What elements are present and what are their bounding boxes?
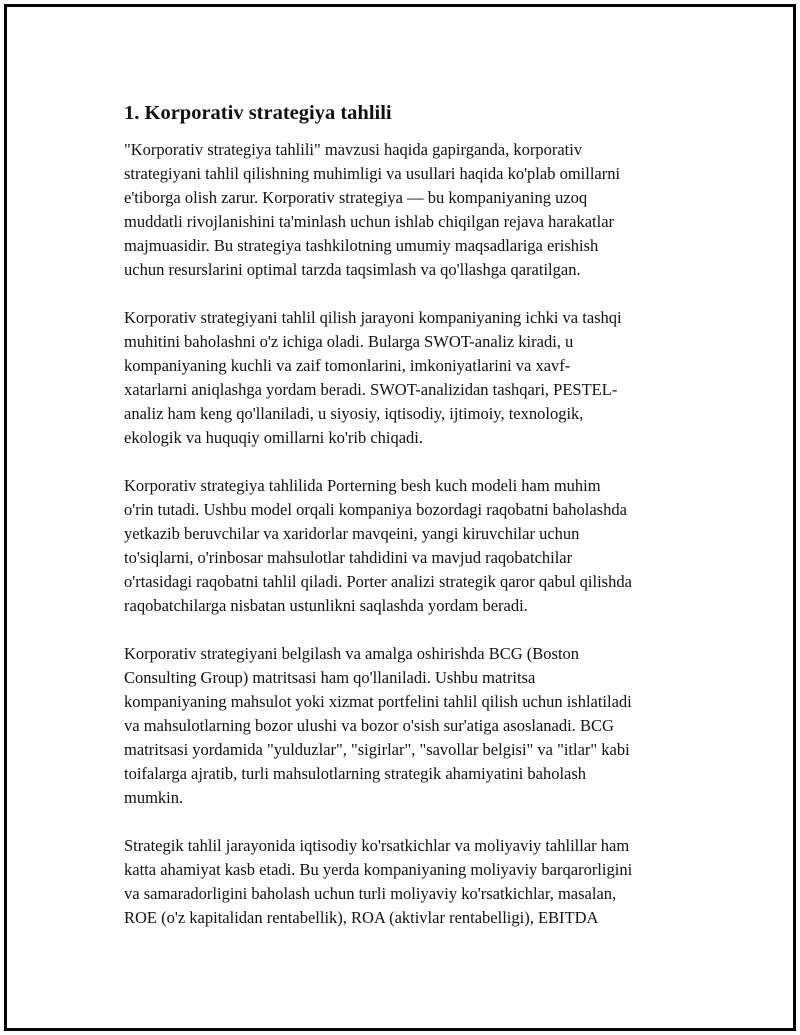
text-line: muddatli rivojlanishini ta'minlash uchun ishlab chiqilgan rejava harakatlar <box>124 212 615 231</box>
text-line: strategiyani tahlil qilishning muhimligi va usullari haqida ko'plab omillarni <box>124 164 621 183</box>
text-line: va mahsulotlarning bozor ulushi va bozor o'sish sur'atiga asoslanadi. BCG <box>124 716 614 735</box>
text-line: Korporativ strategiya tahlilida Porterning besh kuch modeli ham muhim <box>124 476 601 495</box>
text-line: Strategik tahlil jarayonida iqtisodiy ko'rsatkichlar va moliyaviy tahlillar ham <box>124 836 630 855</box>
text-line: analiz ham keng qo'llaniladi, u siyosiy, iqtisodiy, ijtimoiy, texnologik, <box>124 404 584 423</box>
text-line: katta ahamiyat kasb etadi. Bu yerda kompaniyaning moliyaviy barqarorligini <box>124 860 633 879</box>
paragraph-swot-pestel <box>121 306 701 450</box>
text-line: o'rin tutadi. Ushbu model orqali kompaniya bozordagi raqobatni baholashda <box>124 500 627 519</box>
text-line: Korporativ strategiyani belgilash va amalga oshirishda BCG (Boston <box>124 644 580 663</box>
text-line: Korporativ strategiyani tahlil qilish jarayoni kompaniyaning ichki va tashqi <box>124 308 622 327</box>
paragraph-porter <box>121 474 701 618</box>
text-line: kompaniyaning mahsulot yoki xizmat portfelini tahlil qilish uchun ishlatiladi <box>124 692 632 711</box>
text-line: e'tiborga olish zarur. Korporativ strategiya — bu kompaniyaning uzoq <box>124 188 588 207</box>
text-line: ekologik va huquqiy omillarni ko'rib chiqadi. <box>124 428 424 447</box>
text-line: yetkazib beruvchilar va xaridorlar mavqeini, yangi kiruvchilar uchun <box>124 524 580 543</box>
text-line: raqobatchilarga nisbatan ustunlikni saqlashda yordam beradi. <box>124 596 528 615</box>
section-heading: 1. Korporativ strategiya tahlili <box>124 102 392 124</box>
document-page <box>4 4 796 1031</box>
text-line: ROE (o'z kapitalidan rentabellik), ROA (aktivlar rentabelligi), EBITDA <box>124 908 599 927</box>
text-line: Consulting Group) matritsasi ham qo'llaniladi. Ushbu matritsa <box>124 668 536 687</box>
text-line: to'siqlarni, o'rinbosar mahsulotlar tahdidini va mavjud raqobatchilar <box>124 548 573 567</box>
text-line: matritsasi yordamida "yulduzlar", "sigirlar", "savollar belgisi" va "itlar" kabi <box>124 740 630 759</box>
text-line: kompaniyaning kuchli va zaif tomonlarini, imkoniyatlarini va xavf- <box>124 356 571 375</box>
text-line: uchun resurslarini optimal tarzda taqsimlash va qo'llashga qaratilgan. <box>124 260 581 279</box>
text-line: muhitini baholashni o'z ichiga oladi. Bularga SWOT-analiz kiradi, u <box>124 332 574 351</box>
text-line: o'rtasidagi raqobatni tahlil qiladi. Porter analizi strategik qaror qabul qilishda <box>124 572 632 591</box>
paragraph-financial <box>121 834 701 930</box>
text-line: toifalarga ajratib, turli mahsulotlarning strategik ahamiyatini baholash <box>124 764 587 783</box>
text-line: xatarlarni aniqlashga yordam beradi. SWOT-analizidan tashqari, PESTEL- <box>124 380 618 399</box>
text-line: "Korporativ strategiya tahlili" mavzusi haqida gapirganda, korporativ <box>124 140 583 159</box>
text-line: majmuasidir. Bu strategiya tashkilotning umumiy maqsadlariga erishish <box>124 236 599 255</box>
text-line: mumkin. <box>124 788 184 807</box>
paragraph-intro <box>121 138 701 282</box>
text-line: va samaradorligini baholash uchun turli moliyaviy ko'rsatkichlar, masalan, <box>124 884 617 903</box>
paragraph-bcg <box>121 642 701 810</box>
document-body <box>121 98 701 954</box>
